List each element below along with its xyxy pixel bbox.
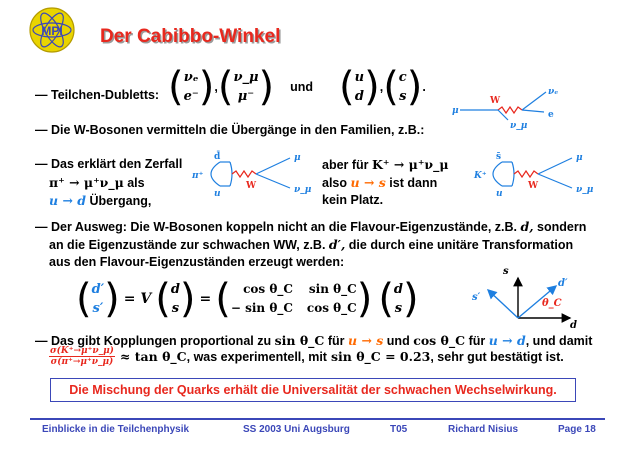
w-decay-diagram <box>448 72 568 132</box>
ratio-numerator: σ(K⁺→μ⁺ν_μ) <box>50 346 114 356</box>
label-pi: π⁺ <box>192 171 204 181</box>
cabibbo-matrix-equation: ( d′ s′ ) = V ( d s ) = ( cos θ_C sin θ_C − sin θ_C cos θ_C ) ( d s ) <box>76 276 419 322</box>
bullet-1 <box>35 88 159 102</box>
label-nue: νₑ <box>548 87 559 97</box>
universality-box: Die Mischung der Quarks erhält die Universalität der schwachen Wechselwirkung. <box>50 378 576 402</box>
kaon-diagram <box>472 148 597 198</box>
page-title: Der Cabibbo-Winkel <box>100 26 281 47</box>
u-to-d-formula: u → d <box>49 193 87 208</box>
comma: , <box>379 80 384 94</box>
experimentell-text: , was experimentell, mit <box>186 349 327 364</box>
ratio-denominator: σ(π⁺→μ⁺ν_μ) <box>50 357 114 367</box>
nue-line <box>522 92 546 110</box>
dublett-2-bottom: μ⁻ <box>237 89 255 104</box>
footer-author: Richard Nisius <box>448 424 519 435</box>
label-mu: μ <box>294 153 301 163</box>
quark-loop <box>493 162 502 186</box>
dublett-1-top: νₑ <box>183 70 199 85</box>
zerfall-text: Das erklärt den Zerfall <box>50 157 183 171</box>
footer-code: T05 <box>390 424 408 435</box>
electron-line <box>522 110 544 112</box>
label-w: W <box>490 96 501 106</box>
label-s-prime: s′ <box>472 292 481 303</box>
dublett-3-top: u <box>354 70 365 85</box>
sondern-text: sondern <box>537 220 587 234</box>
dublett-4-top: c <box>398 70 407 85</box>
dublett-3-bottom: d <box>354 89 364 104</box>
label-d-prime: d′ <box>558 278 568 289</box>
symbol-d-prime: d′, <box>328 237 346 252</box>
cos-theta-c: cos θ_C <box>413 333 466 348</box>
label-w: W <box>246 181 257 191</box>
eq-v: = V <box>123 291 152 307</box>
neutrino-line <box>538 174 572 188</box>
und-damit-text: , und damit <box>525 334 593 348</box>
footer-semester: SS 2003 Uni Augsburg <box>243 424 350 435</box>
neutrino-line <box>256 174 290 188</box>
lhs-s-prime: s′ <box>92 301 104 316</box>
rhs-s: s <box>394 301 403 316</box>
mid-s: s <box>171 301 180 316</box>
kopplungen-text: Das gibt Kopplungen proportional zu <box>50 334 272 348</box>
u-to-d-formula: u → d <box>488 333 526 348</box>
und-text: und <box>386 334 410 348</box>
kaon-line-3: kein Platz. <box>322 193 384 207</box>
w-propagator <box>514 171 538 177</box>
pion-decay-formula: π⁺ → μ⁺ν_μ <box>49 175 124 190</box>
bullet-4-line-1 <box>35 219 586 234</box>
kaon-line-2 <box>322 175 437 190</box>
label-mu: μ <box>576 153 583 163</box>
label-nu: ν_μ <box>576 185 594 195</box>
dubletts-formula: ( νₑ e⁻ ) , ( ν_μ μ⁻ ) und ( u d ) , ( c s ) . <box>168 64 426 110</box>
matrix-22: cos θ_C <box>306 301 357 315</box>
fuer-text: für <box>468 334 486 348</box>
cross-section-ratio <box>49 346 115 367</box>
kaon-decay-formula: K⁺ → μ⁺ν_μ <box>372 157 449 172</box>
bestaetigt-text: , sehr gut bestätigt ist. <box>430 349 564 364</box>
mpi-logo <box>28 6 76 54</box>
dublett-4-bottom: s <box>399 89 407 104</box>
bullet-3-line-3 <box>49 193 151 208</box>
lhs-d-prime: d′ <box>91 282 105 297</box>
u-to-s-formula: u → s <box>350 175 386 190</box>
dubletts-label: Teilchen-Dubletts: <box>50 88 160 102</box>
symbol-d: d, <box>520 219 534 234</box>
label-s: s <box>503 266 509 277</box>
bullet-2-text: Die W-Bosonen vermitteln die Übergänge in den Familien, z.B.: <box>50 123 425 137</box>
label-sbar: s̄ <box>496 152 502 162</box>
bullet-dash: — <box>35 123 48 137</box>
kaon-line-1 <box>322 157 449 172</box>
also-text: also <box>322 176 348 190</box>
sin-theta-c: sin θ_C <box>274 333 325 348</box>
bullet-4-line-3: aus den Flavour-Eigenzuständen erzeugt werden: <box>49 255 345 269</box>
bullet-3-line-2 <box>49 175 145 190</box>
w-propagator <box>498 107 522 113</box>
atom-logo-icon <box>28 6 76 54</box>
aber-fuer-text: aber für <box>322 158 369 172</box>
label-d: d <box>570 320 577 331</box>
period: . <box>422 80 426 94</box>
mid-d: d <box>170 282 180 297</box>
quark-loop <box>211 162 220 186</box>
muon-line <box>256 158 290 174</box>
label-u: u <box>496 189 503 198</box>
uebergang-text: Übergang, <box>89 194 152 208</box>
bullet-dash: — <box>35 157 48 171</box>
matrix-21: − sin θ_C <box>230 301 293 315</box>
bullet-dash: — <box>35 334 48 348</box>
s-prime-axis <box>488 290 518 318</box>
label-nu: ν_μ <box>294 185 312 195</box>
label-numu: ν_μ <box>510 121 528 131</box>
u-to-s-formula: u → s <box>348 333 384 348</box>
label-mu: μ <box>452 106 459 116</box>
rotation-diagram <box>470 262 590 332</box>
dublett-1-bottom: e⁻ <box>183 89 199 104</box>
footer-page: Page 18 <box>558 424 596 435</box>
label-dbar: d̄ <box>214 152 221 162</box>
fuer-text: für <box>327 334 345 348</box>
label-e: e <box>548 110 554 120</box>
label-theta-c: θ_C <box>542 298 562 309</box>
eq-sign: = <box>199 291 212 307</box>
bullet-dash: — <box>35 88 48 102</box>
w-propagator <box>232 171 256 177</box>
ausweg-text: Der Ausweg: Die W-Bosonen koppeln nicht an die Flavour-Eigenzustände, z.B. <box>50 220 517 234</box>
rhs-d: d <box>393 282 404 297</box>
comma: , <box>214 80 218 94</box>
label-u: u <box>214 189 221 198</box>
transformation-text: die durch eine unitäre Transformation <box>348 238 574 252</box>
bullet-3-line-1 <box>35 157 182 171</box>
label-k: K⁺ <box>474 171 487 181</box>
pion-diagram <box>190 148 315 198</box>
eigenzustaende-text: an die Eigenzustände zur schwachen WW, z.B. <box>49 238 326 252</box>
approx-tan-theta: ≈ tan θ_C <box>119 349 187 364</box>
muon-line <box>538 158 572 174</box>
und-label: und <box>290 80 314 94</box>
bullet-2 <box>35 123 424 137</box>
logo-text: MPI <box>41 24 63 38</box>
ist-dann-text: ist dann <box>389 176 438 190</box>
als-text: als <box>127 176 145 190</box>
footer-divider <box>30 418 605 420</box>
matrix-11: cos θ_C <box>243 282 293 296</box>
footer-course: Einblicke in die Teilchenphysik <box>42 424 190 435</box>
bullet-5-line-2 <box>49 346 564 367</box>
dublett-2-top: ν_μ <box>233 70 259 85</box>
bullet-dash: — <box>35 220 48 234</box>
bullet-4-line-2 <box>49 237 573 252</box>
matrix-12: sin θ_C <box>308 282 357 296</box>
sin-theta-value: sin θ_C = 0.23 <box>330 349 431 364</box>
label-w: W <box>528 181 539 191</box>
